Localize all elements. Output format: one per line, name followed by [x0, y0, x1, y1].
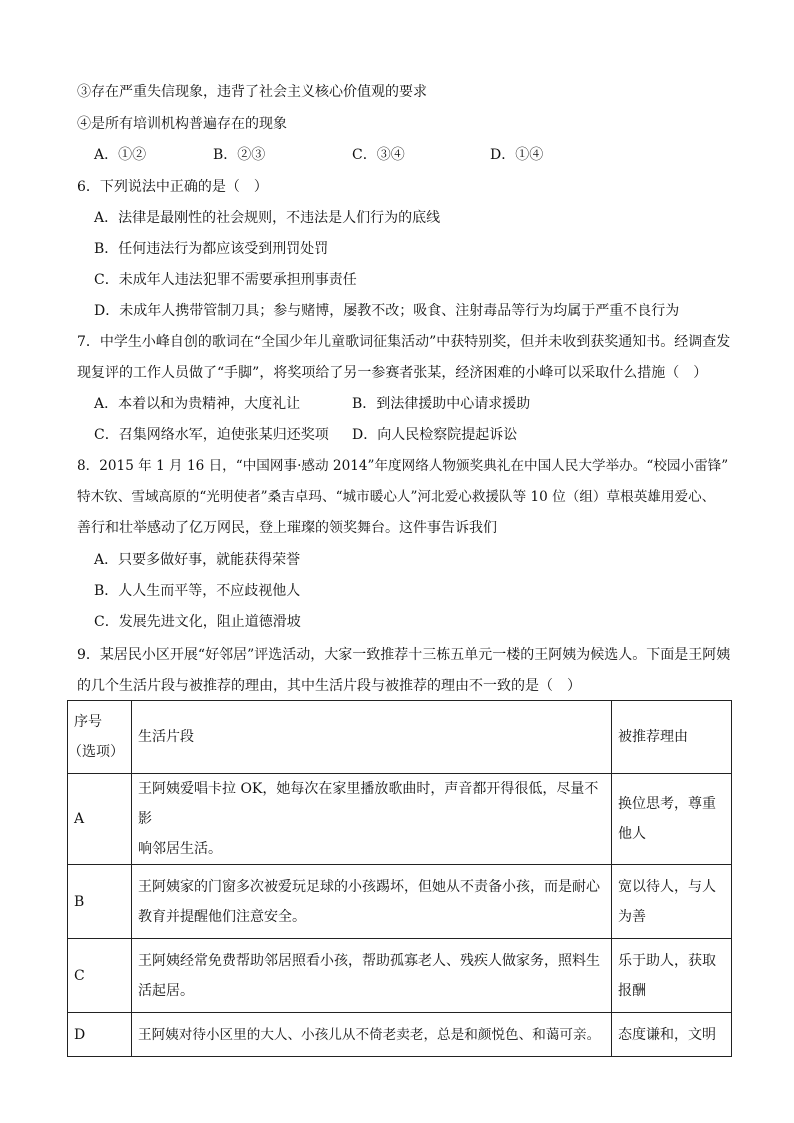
header-index: 序号 （选项） [68, 701, 132, 774]
table-row [68, 774, 732, 865]
q8-stem-line-2: 特木钦、雪域高原的“光明使者”桑吉卓玛、“城市暖心人”河北爱心救援队等 10 位（组）草根英雄用爱心、 [77, 489, 716, 505]
row-label: D [68, 1013, 132, 1057]
row-label: A [68, 774, 132, 865]
table-row [68, 939, 732, 1013]
q6-option-b[interactable]: B．任何违法行为都应该受到刑罚处罚 [94, 241, 329, 257]
q6-stem: 6．下列说法中正确的是（ ） [77, 179, 268, 195]
q5-statement-3: ③存在严重失信现象，违背了社会主义核心价值观的要求 [77, 84, 427, 100]
header-fragment: 生活片段 [132, 701, 612, 774]
q6-option-a[interactable]: A．法律是最刚性的社会规则，不违法是人们行为的底线 [94, 210, 441, 226]
header-reason: 被推荐理由 [612, 701, 732, 774]
q7-option-d[interactable]: D．向人民检察院提起诉讼 [352, 427, 518, 443]
q9-table [67, 700, 732, 1057]
q8-stem-line-1: 8．2015 年 1 月 16 日，“中国网事·感动 2014”年度网络人物颁奖典礼在中国人民大学举办。“校园小雷锋” [77, 458, 729, 474]
q8-option-a[interactable]: A．只要多做好事，就能获得荣誉 [94, 552, 301, 568]
table-row [68, 1013, 732, 1057]
row-fragment: 王阿姨经常免费帮助邻居照看小孩，帮助孤寡老人、残疾人做家务，照料生 活起居。 [132, 939, 612, 1013]
row-reason: 乐于助人，获取 报酬 [612, 939, 732, 1013]
row-reason: 态度谦和，文明 [612, 1013, 732, 1057]
q5-option-c[interactable]: C．③④ [352, 147, 405, 163]
row-fragment: 王阿姨家的门窗多次被爱玩足球的小孩踢坏，但她从不责备小孩，而是耐心 教育并提醒他们注意安全。 [132, 865, 612, 939]
q7-stem-line-1: 7．中学生小峰自创的歌词在“全国少年儿童歌词征集活动”中获特别奖，但并未收到获奖通知书。经调查发 [77, 334, 731, 350]
table-header-row [68, 701, 732, 774]
q8-option-b[interactable]: B．人人生而平等，不应歧视他人 [94, 583, 301, 599]
q7-option-c[interactable]: C．召集网络水军，迫使张某归还奖项 [94, 427, 329, 443]
q7-option-b[interactable]: B．到法律援助中心请求援助 [352, 396, 531, 412]
q5-option-a[interactable]: A．①② [94, 147, 147, 163]
q8-option-c[interactable]: C．发展先进文化，阻止道德滑坡 [94, 614, 301, 630]
q5-statement-4: ④是所有培训机构普遍存在的现象 [77, 116, 287, 132]
row-reason: 换位思考，尊重 他人 [612, 774, 732, 865]
q7-option-a[interactable]: A．本着以和为贵精神，大度礼让 [94, 396, 301, 412]
q9-stem-line-1: 9．某居民小区开展“好邻居”评选活动，大家一致推荐十三栋五单元一楼的王阿姨为候选人。下面是王阿姨 [77, 647, 731, 663]
q8-stem-line-3: 善行和壮举感动了亿万网民，登上璀璨的领奖舞台。这件事告诉我们 [77, 520, 497, 536]
q6-option-c[interactable]: C．未成年人违法犯罪不需要承担刑事责任 [94, 272, 357, 288]
q5-option-b[interactable]: B．②③ [213, 147, 266, 163]
row-label: B [68, 865, 132, 939]
row-label: C [68, 939, 132, 1013]
row-reason: 宽以待人，与人 为善 [612, 865, 732, 939]
q9-stem-line-2: 的几个生活片段与被推荐的理由，其中生活片段与被推荐的理由不一致的是（ ） [77, 678, 581, 694]
q5-option-d[interactable]: D．①④ [490, 147, 544, 163]
q6-option-d[interactable]: D．未成年人携带管制刀具；参与赌博，屡教不改；吸食、注射毒品等行为均属于严重不良行为 [94, 303, 680, 319]
row-fragment: 王阿姨爱唱卡拉 OK，她每次在家里播放歌曲时，声音都开得很低，尽量不影 响邻居生活。 [132, 774, 612, 865]
table-row [68, 865, 732, 939]
row-fragment: 王阿姨对待小区里的大人、小孩儿从不倚老卖老，总是和颜悦色、和蔼可亲。 [132, 1013, 612, 1057]
q7-stem-line-2: 现复评的工作人员做了“手脚”，将奖项给了另一参赛者张某，经济困难的小峰可以采取什么措施（ ） [77, 365, 708, 381]
